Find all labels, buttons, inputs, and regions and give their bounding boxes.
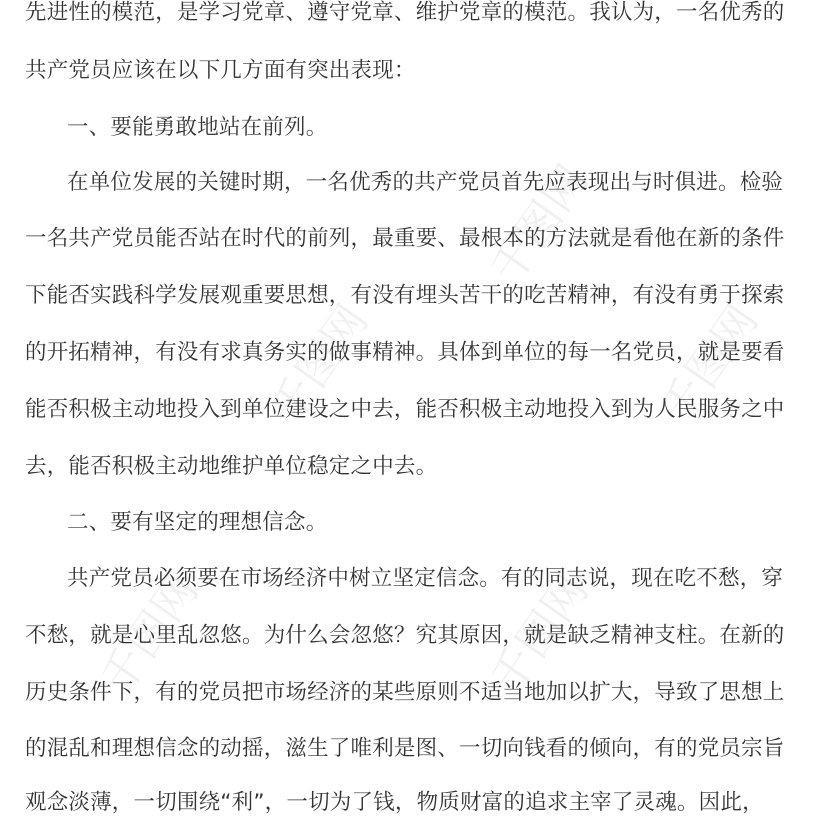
section-heading: 二、要有坚定的理想信念。: [67, 510, 328, 535]
paragraph-line: 共产党员应该在以下几方面有突出表现：: [25, 58, 416, 83]
paragraph-line: 一名共产党员能否站在时代的前列，最重要、最根本的方法就是看他在新的条件: [25, 226, 785, 251]
paragraph-line: 历史条件下，有的党员把市场经济的某些原则不适当地加以扩大，导致了思想上: [25, 680, 785, 705]
paragraph-line: 先进性的模范，是学习党章、遵守党章、维护党章的模范。我认为，一名优秀的: [25, 0, 785, 25]
paragraph-line: 不愁，就是心里乱忽悠。为什么会忽悠？究其原因，就是缺乏精神支柱。在新的: [25, 623, 785, 648]
watermark: 千图网: [650, 295, 769, 434]
paragraph-line: 的开拓精神，有没有求真务实的做事精神。具体到单位的每一名党员，就是要看: [25, 340, 785, 365]
paragraph-line: 去，能否积极主动地维护单位稳定之中去。: [25, 454, 438, 479]
section-heading: 一、要能勇敢地站在前列。: [67, 115, 328, 140]
watermark: 千图网: [260, 295, 379, 434]
paragraph-line: 下能否实践科学发展观重要思想，有没有埋头苦干的吃苦精神，有没有勇于探索: [25, 283, 785, 308]
watermark: 千图网: [480, 155, 599, 294]
paragraph-line: 共产党员必须要在市场经济中树立坚定信念。有的同志说，现在吃不愁，穿: [67, 566, 784, 591]
paragraph-line: 在单位发展的关键时期，一名优秀的共产党员首先应表现出与时俱进。检验: [67, 170, 784, 195]
paragraph-line: 能否积极主动地投入到单位建设之中去，能否积极主动地投入到为人民服务之中: [25, 397, 785, 422]
watermark: 千图网: [90, 565, 209, 704]
paragraph-line: 观念淡薄，一切围绕“利”，一切为了钱，物质财富的追求主宰了灵魂。因此，: [25, 790, 764, 815]
watermark: 千图网: [480, 565, 599, 704]
paragraph-line: 的混乱和理想信念的动摇，滋生了唯利是图、一切向钱看的倾向，有的党员宗旨: [25, 736, 785, 761]
